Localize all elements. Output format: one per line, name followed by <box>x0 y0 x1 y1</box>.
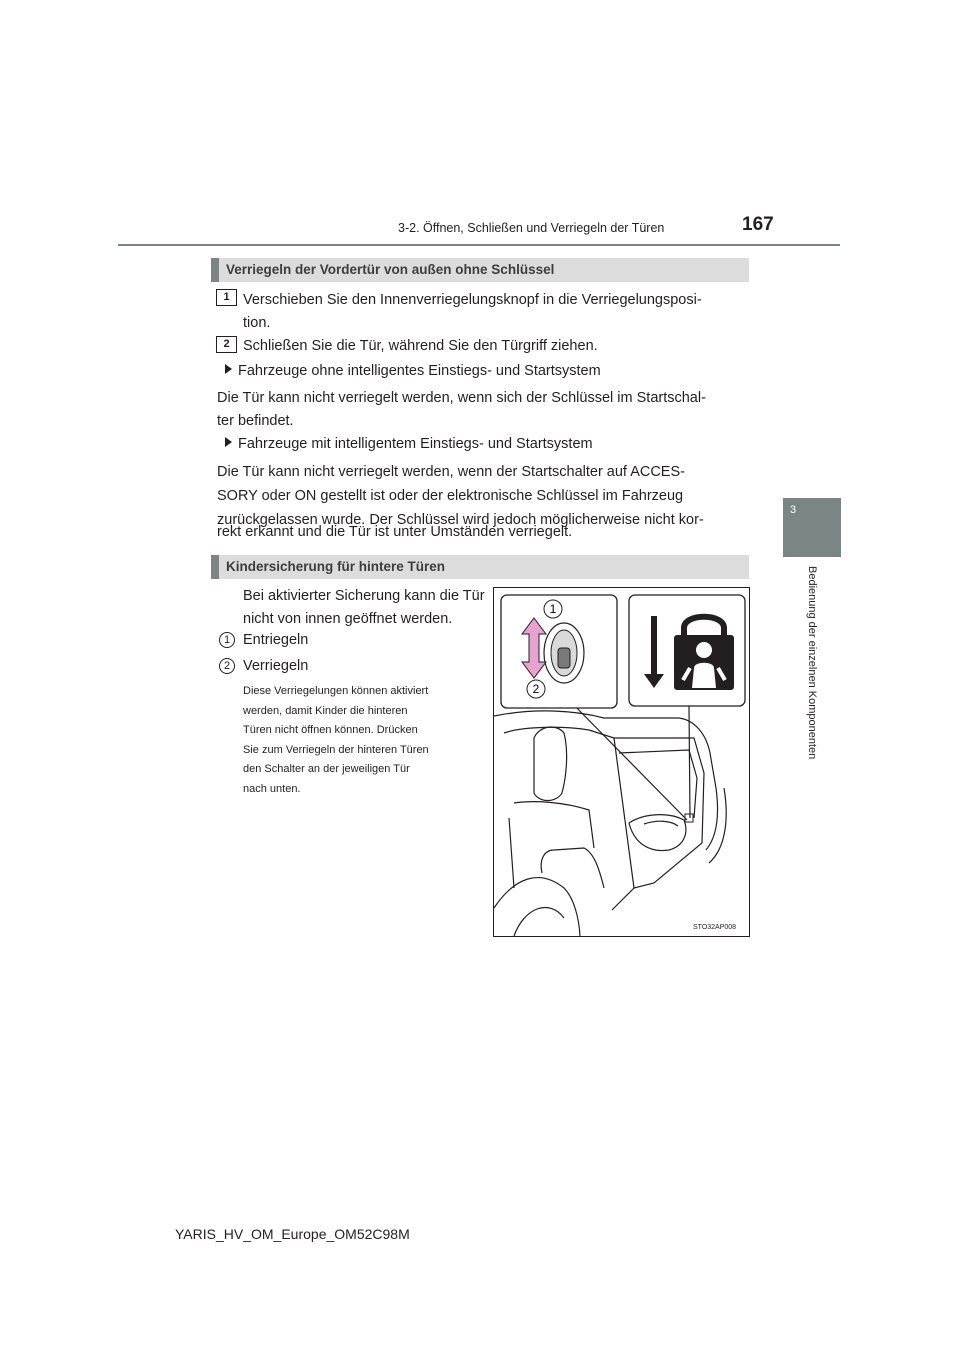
wheel-arch-line <box>494 878 580 936</box>
tire-line <box>514 908 564 936</box>
bullet-smart-key: Fahrzeuge mit intelligentem Einstiegs- und Startsystem <box>225 436 593 452</box>
section-heading-child-lock <box>211 555 749 579</box>
item-number-2: 2 <box>219 658 235 674</box>
bullet-no-smart-key: Fahrzeuge ohne intelligentes Einstiegs- und Startsystem <box>225 363 601 379</box>
para-2-line-4: rekt erkannt und die Tür ist unter Umständen verriegelt. <box>217 524 573 540</box>
chapter-number: 3 <box>790 504 797 516</box>
header-title: 3-2. Öffnen, Schließen und Verriegeln der Türen <box>398 221 665 235</box>
para-2-line-3: zurückgelassen wurde. Der Schlüssel wird jedoch möglicherweise nicht kor- <box>217 512 704 528</box>
note-line: den Schalter an der jeweiligen Tür <box>243 763 410 775</box>
section-heading-text: Verriegeln der Vordertür von außen ohne Schlüssel <box>226 262 555 277</box>
chapter-tab[interactable] <box>783 498 841 557</box>
note-line: werden, damit Kinder die hinteren <box>243 704 408 717</box>
section-heading-text: Kindersicherung für hintere Türen <box>226 559 446 574</box>
para-1-line-2: ter befindet. <box>217 413 294 429</box>
lock-switch-detail <box>685 814 693 822</box>
child-head-icon <box>696 642 712 658</box>
rear-door-illustration <box>494 588 749 936</box>
step-1-line-1: Verschieben Sie den Innenverriegelungsknopf in die Verriegelungsposi- <box>243 292 702 308</box>
header-rule <box>118 244 840 246</box>
para-1-line-1: Die Tür kann nicht verriegelt werden, wenn sich der Schlüssel im Startschal- <box>217 390 706 406</box>
switch-knob <box>558 648 570 668</box>
step-number-1: 1 <box>216 289 237 306</box>
note-line: nach unten. <box>243 782 301 795</box>
step-number-2: 2 <box>216 336 237 353</box>
note-line: Diese Verriegelungen können aktiviert <box>243 685 429 697</box>
child-lock-note <box>243 682 479 799</box>
item-number-1: 1 <box>219 632 235 648</box>
para-2-line-2: SORY oder ON gestellt ist oder der elektronische Schlüssel im Fahrzeug <box>217 488 684 504</box>
triangle-bullet-icon <box>225 437 232 447</box>
para-2-line-1: Die Tür kann nicht verriegelt werden, wenn der Startschalter auf ACCES- <box>217 464 685 480</box>
child-lock-intro-line-2: nicht von innen geöffnet werden. <box>243 611 453 627</box>
child-lock-intro-line-1: Bei aktivierter Sicherung kann die Tür <box>243 588 485 604</box>
section-heading-front-door <box>211 258 749 282</box>
heading-bar <box>211 258 219 282</box>
child-lock-figure <box>493 587 750 937</box>
item-lock: Verriegeln <box>243 658 309 674</box>
footer-text: YARIS_HV_OM_Europe_OM52C98M <box>175 1226 410 1242</box>
item-unlock: Entriegeln <box>243 632 309 648</box>
page-number: 167 <box>742 214 774 235</box>
callout-1: 1 <box>549 602 557 616</box>
leader-line-right <box>689 706 690 818</box>
step-1-line-2: tion. <box>243 315 271 331</box>
note-line: Türen nicht öffnen können. Drücken <box>243 724 418 736</box>
step-2-text: Schließen Sie die Tür, während Sie den Türgriff ziehen. <box>243 338 598 354</box>
callout-2: 2 <box>532 682 540 696</box>
chapter-title: Bedienung der einzelnen Komponenten <box>806 566 818 760</box>
note-line: Sie zum Verriegeln der hinteren Türen <box>243 743 429 756</box>
heading-bar <box>211 555 219 579</box>
triangle-bullet-icon <box>225 364 232 374</box>
child-body-icon <box>692 663 716 688</box>
figure-code: STO32AP008 <box>693 924 737 931</box>
